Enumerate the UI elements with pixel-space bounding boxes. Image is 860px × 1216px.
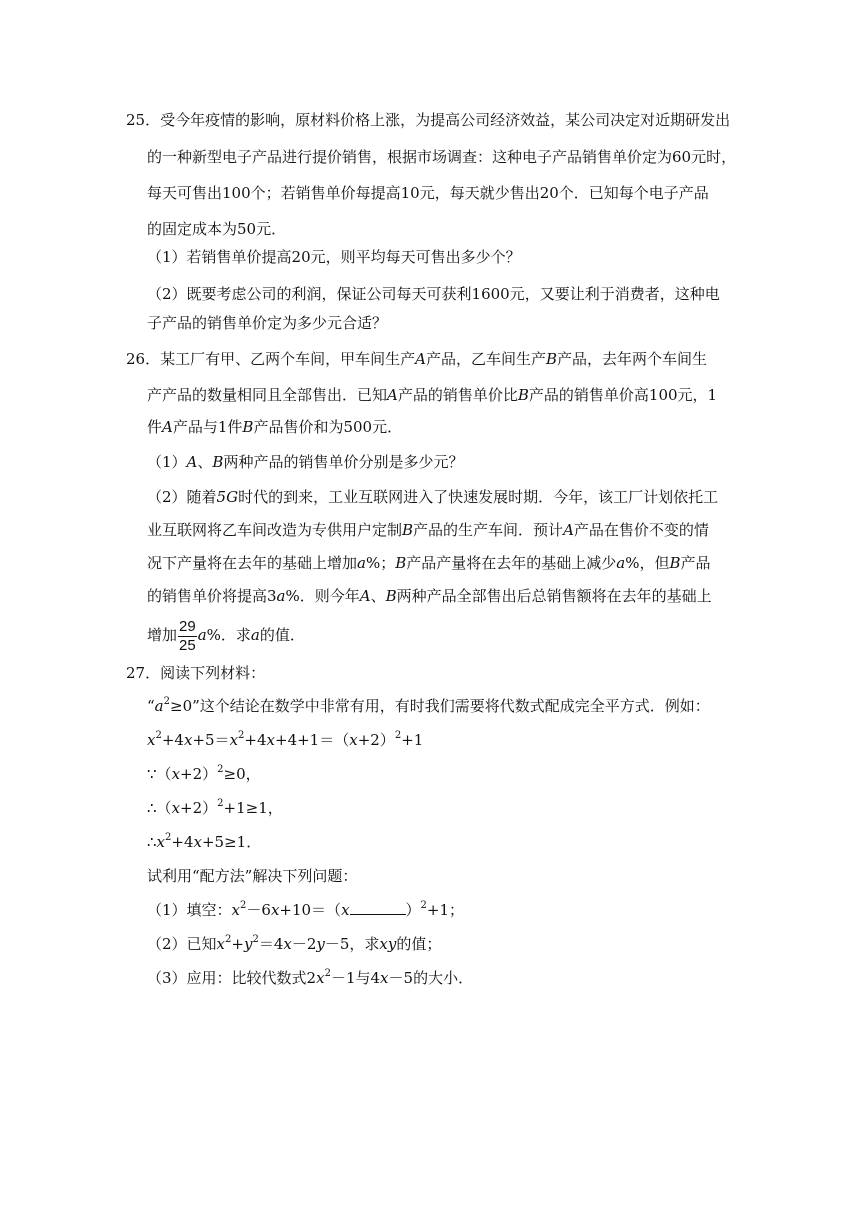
q27-example-3: $\therefore(x+2)^2+1\ge 1$， (147, 798, 283, 817)
q25-line-3: 每天可售出100个；若销售单价每提高10元，每天就少售出20个．已知每个电子产品 (147, 184, 709, 202)
q26-part-1: （1）A、B两种产品的销售单价分别是多少元？ (147, 453, 464, 471)
q26-part-2-line-4: 的销售单价将提高3a%．则今年A、B两种产品全部售出后总销售额将在去年的基础上 (147, 587, 712, 605)
q25-line-1: 25．受今年疫情的影响，原材料价格上涨，为提高公司经济效益，某公司决定对近期研发出 (126, 111, 731, 129)
q26-number: 26． (126, 350, 161, 368)
q26-part-2-line-5: 增加 $\frac{29}{25}$ a%．求a的值． (147, 617, 305, 654)
q25-part-2-line-1: （2）既要考虑公司的利润，保证公司每天可获利1600元，又要让利于消费者，这种电 (147, 285, 720, 303)
q27-part-2: （2）已知$x^2+y^2=4x-2y-5$，求xy的值； (147, 934, 442, 953)
q25-line-2: 的一种新型电子产品进行提价销售，根据市场调查：这种电子产品销售单价定为60元时， (147, 148, 737, 166)
q26-line-2: 产产品的数量相同且全部售出．已知A产品的销售单价比B产品的销售单价高100元，1 (147, 386, 718, 404)
q26-part-2-line-2: 业互联网将乙车间改造为专供用户定制B产品的生产车间．预计A产品在售价不变的情 (147, 521, 709, 539)
q26-part-2-line-3: 况下产量将在去年的基础上增加a%；B产品产量将在去年的基础上减少a%，但B产品 (147, 554, 711, 572)
q25-part-2-line-2: 子产品的销售单价定为多少元合适？ (147, 314, 388, 332)
q27-number: 27． (126, 664, 161, 682)
q27-line-1: 27．阅读下列材料： (126, 664, 266, 682)
answer-blank[interactable] (350, 900, 406, 915)
q26-line-1: 26．某工厂有甲、乙两个车间，甲车间生产A产品，乙车间生产B产品，去年两个车间生 (126, 350, 708, 368)
q25-line-4: 的固定成本为50元． (147, 220, 287, 238)
q26-line-3: 件A产品与1件B产品售价和为500元． (147, 418, 403, 436)
q25-number: 25． (126, 111, 161, 129)
q27-material: “$a^2\ge 0$”这个结论在数学中非常有用，有时我们需要将代数式配成完全平方式．例如： (147, 696, 710, 715)
q27-example-1: $x^2+4x+5=x^2+4x+4+1=(x+2)^2+1$ (147, 730, 424, 749)
q26-part-2-line-1: （2）随着5G时代的到来，工业互联网进入了快速发展时期．今年，该工厂计划依托工 (147, 488, 719, 506)
q25-part-1: （1）若销售单价提高20元，则平均每天可售出多少个？ (147, 248, 521, 266)
q27-example-4: $\therefore x^2+4x+5\ge 1$． (147, 832, 262, 851)
q27-example-2: $\because(x+2)^2\ge 0$， (147, 764, 261, 783)
q27-part-3: （3）应用：比较代数式$2x^2-1$与4x－5的大小． (147, 968, 474, 987)
q27-part-1: （1）填空：$x^2-6x+10=(x$ ）$^2$+1； (147, 900, 465, 919)
q27-try: 试利用“配方法”解决下列问题： (147, 867, 358, 885)
fraction-29-25: $\frac{29}{25}$ (179, 617, 196, 654)
